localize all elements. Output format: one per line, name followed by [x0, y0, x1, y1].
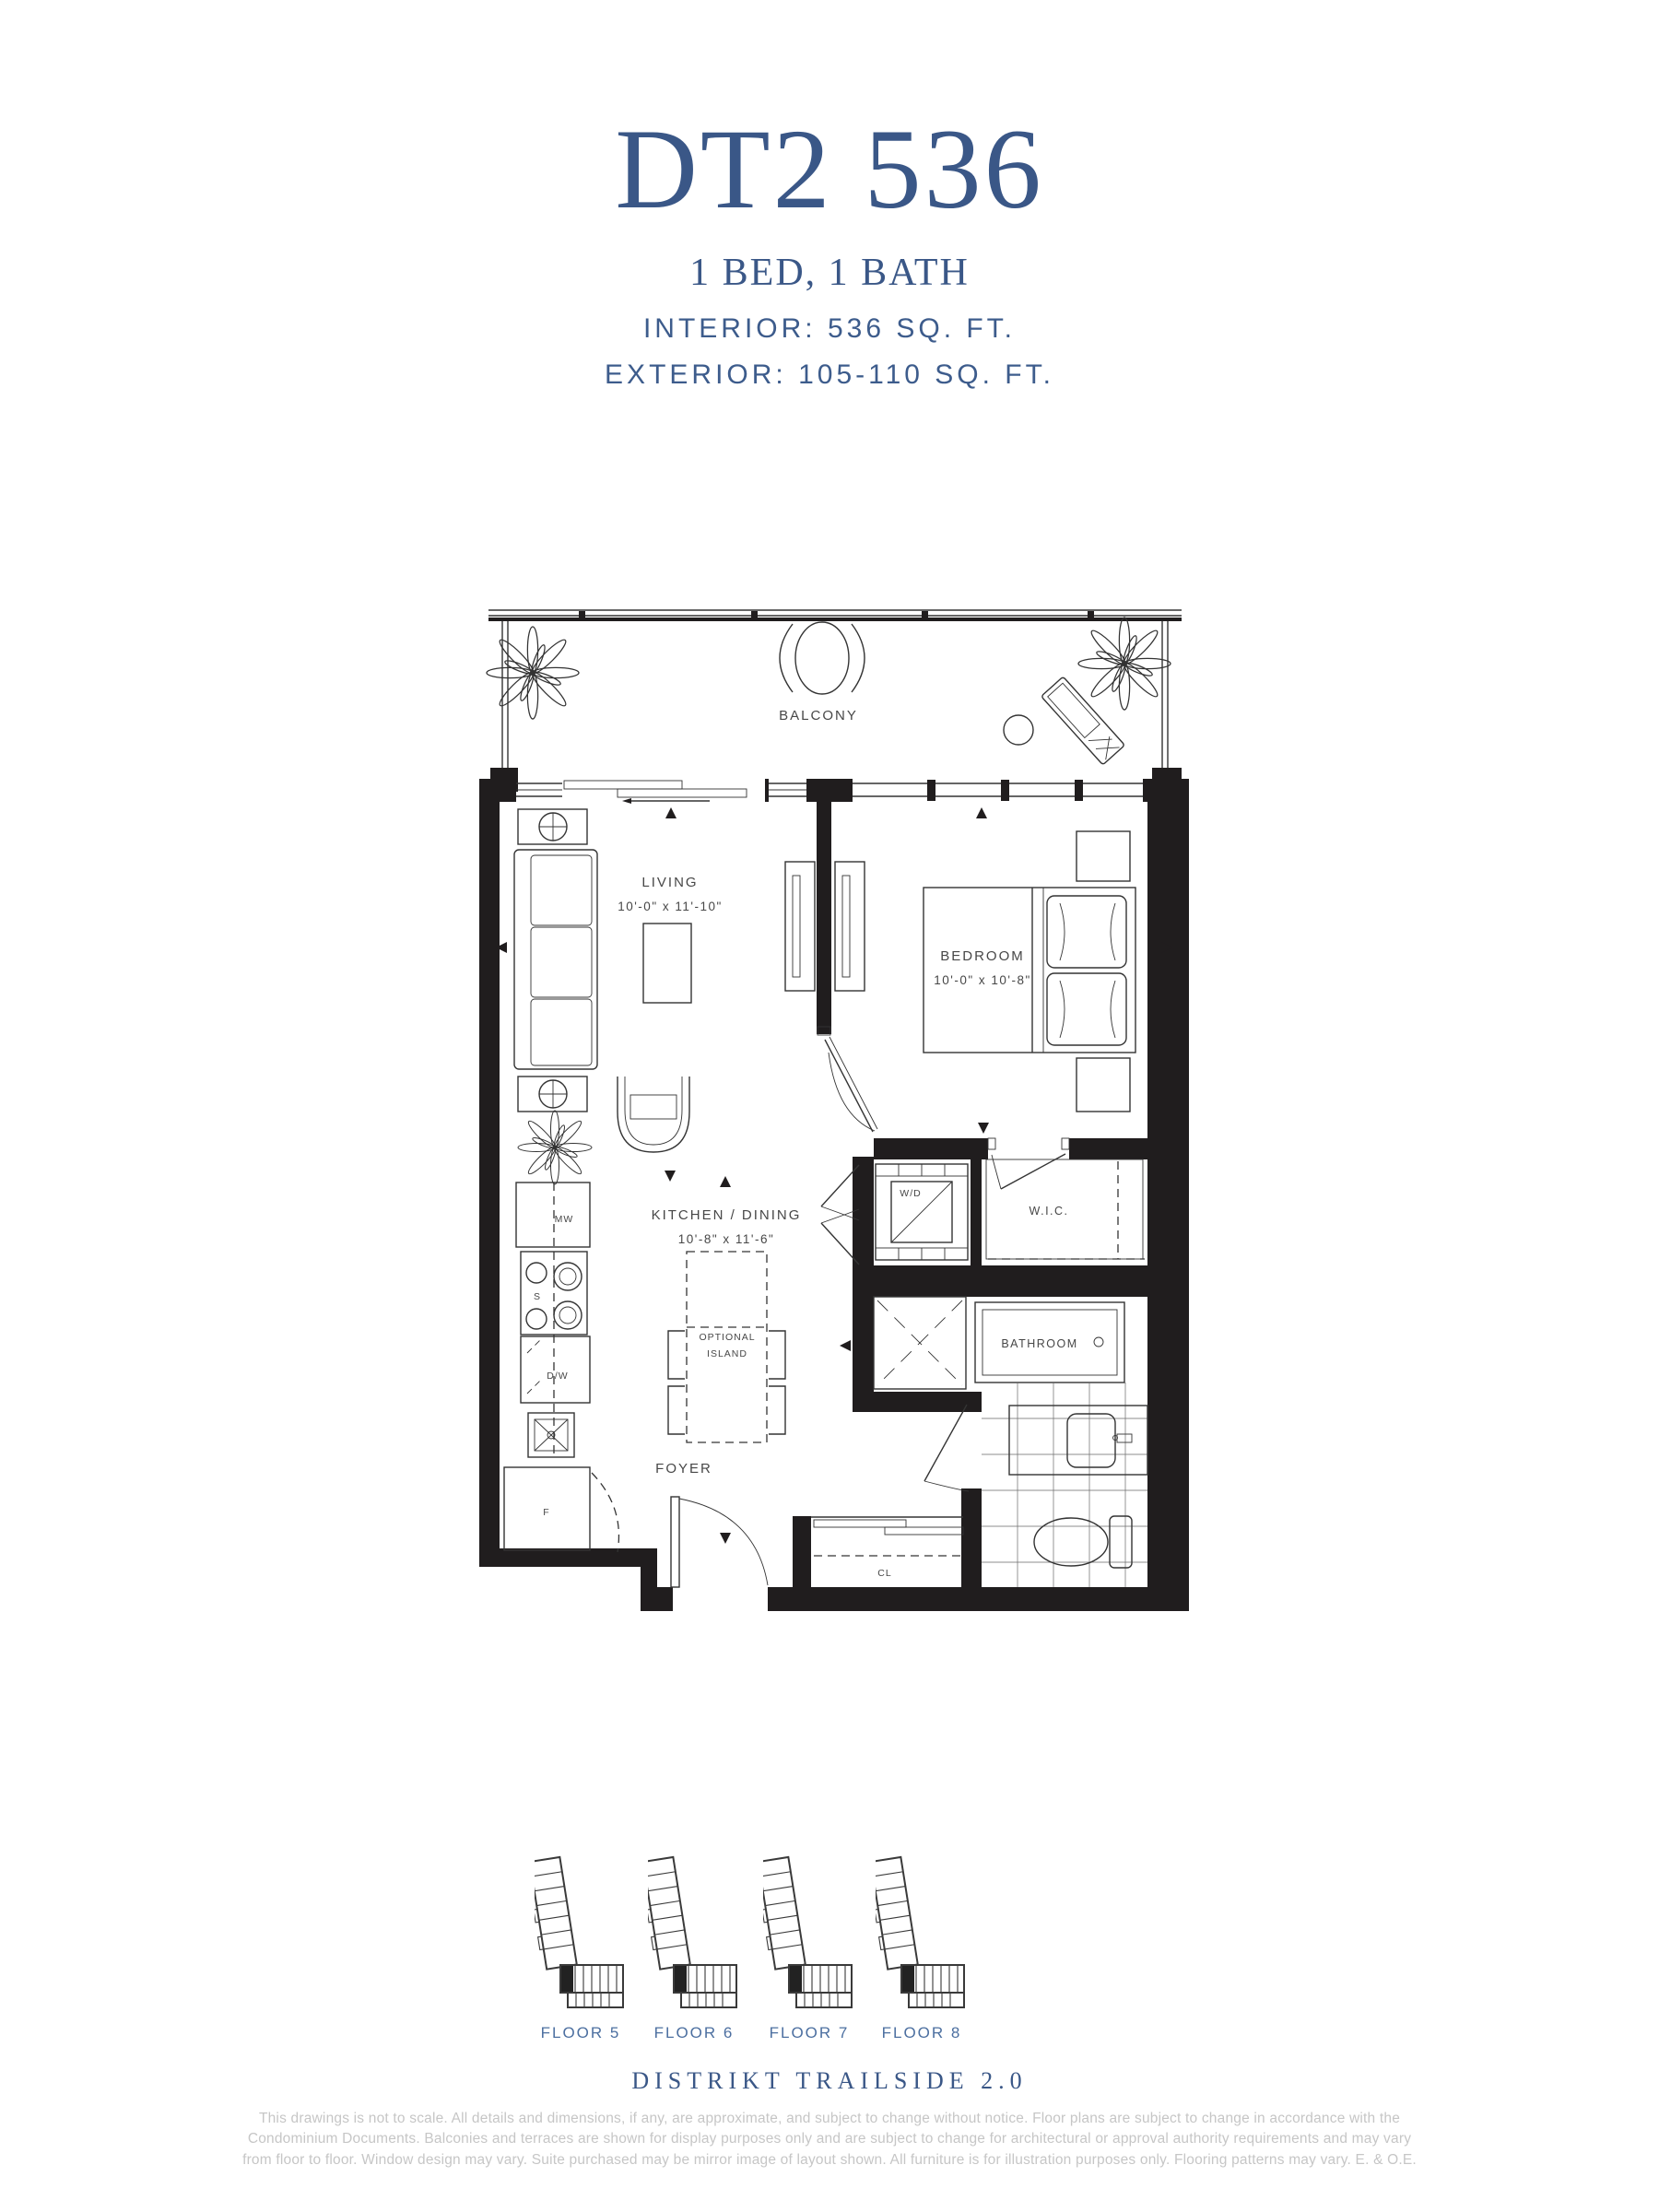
disclaimer-line: Condominium Documents. Balconies and terraces are shown for display purposes only and are subject to change for architectural or approval authority requirements and may vary [247, 2131, 1412, 2147]
unit-title: DT2 536 [615, 106, 1044, 232]
bedroom-label: BEDROOM [940, 948, 1025, 964]
shower [874, 1297, 966, 1389]
window [769, 783, 806, 796]
exterior-area: EXTERIOR: 105-110 SQ. FT. [605, 359, 1054, 390]
building-outline-icon [535, 1854, 627, 2013]
toilet [1034, 1516, 1132, 1568]
top-wall [479, 779, 1189, 804]
building-outline-icon [763, 1854, 855, 2013]
living-furniture [514, 809, 865, 1152]
bedroom-window [853, 780, 1143, 801]
kitchen-appliances [504, 1182, 618, 1552]
kitchen-dims: 10'-8" x 11'-6" [677, 1232, 775, 1246]
balcony-railing [488, 610, 1182, 792]
window [516, 783, 562, 796]
disclaimer-line: from floor to floor. Window design may vary. Suite purchased may be mirror image of layout shown. All furniture is for illustration purposes only. Flooring patterns may vary. E. & O.E. [242, 2151, 1417, 2168]
balcony-sliding-door [564, 781, 747, 804]
kitchen-label: KITCHEN / DINING [651, 1207, 802, 1223]
bedroom-furniture [924, 831, 1135, 1112]
microwave-label: MW [554, 1214, 574, 1225]
unit-config: 1 BED, 1 BATH [689, 252, 970, 294]
living-label: LIVING [641, 875, 699, 890]
keyplan-label: FLOOR 7 [769, 2024, 850, 2041]
closet-label: CL [877, 1568, 892, 1579]
kitchen-sink [528, 1413, 574, 1457]
balcony-label: BALCONY [779, 708, 858, 724]
optional-island [668, 1252, 785, 1442]
laundry-closet [821, 1164, 968, 1265]
keyplan-label: FLOOR 6 [653, 2024, 735, 2041]
bedroom-dims: 10'-0" x 10'-8" [934, 973, 1031, 987]
perimeter-walls [479, 779, 1189, 1611]
entry-closet [811, 1517, 963, 1556]
bathroom-door [924, 1405, 969, 1491]
island-label-2: ISLAND [707, 1348, 747, 1359]
vanity-sink [1009, 1406, 1147, 1475]
building-outline-icon [648, 1854, 740, 2013]
keyplan-floor-8 [866, 1854, 977, 2042]
disclaimer-text [212, 2109, 1447, 2171]
interior-area: INTERIOR: 536 SQ. FT. [642, 313, 1017, 344]
interior-walls [793, 802, 1147, 1587]
keyplan-label: FLOOR 5 [540, 2024, 621, 2041]
fridge-label: F [543, 1507, 550, 1518]
laundry-label: W/D [900, 1188, 922, 1199]
living-dims: 10'-0" x 11'-10" [618, 900, 723, 913]
brand-wordmark: DISTRIKT TRAILSIDE 2.0 [631, 2067, 1028, 2094]
wic-label: W.I.C. [1029, 1205, 1069, 1218]
keyplan-floor-7 [754, 1854, 865, 2042]
bathroom-label: BATHROOM [1001, 1337, 1078, 1350]
foyer-label: FOYER [655, 1461, 712, 1477]
stove-label: S [533, 1291, 542, 1302]
keyplan-label: FLOOR 8 [881, 2024, 962, 2041]
keyplan-floor-6 [639, 1854, 749, 2042]
island-label-1: OPTIONAL [699, 1332, 756, 1343]
bedroom-door [818, 1027, 877, 1132]
dishwasher-label: D/W [547, 1371, 569, 1382]
entry-door [671, 1497, 768, 1587]
floorplan-drawing [479, 599, 1189, 1617]
disclaimer-line: This drawings is not to scale. All details and dimensions, if any, are approximate, and subject to change without notice. Floor plans are subject to change in accordance with the [258, 2111, 1401, 2126]
keyplan-floor-5 [525, 1854, 636, 2042]
building-outline-icon [876, 1854, 968, 2013]
